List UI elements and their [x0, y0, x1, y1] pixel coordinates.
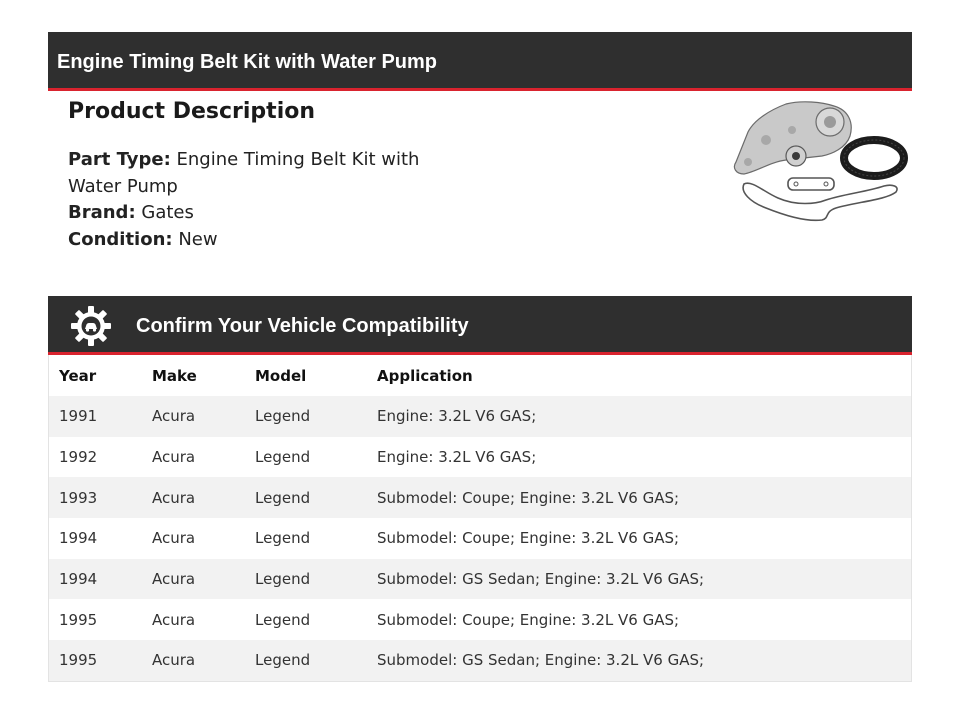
table-row: [49, 599, 911, 640]
cell-model: Legend: [255, 488, 311, 507]
spec-condition: [68, 227, 428, 254]
compatibility-banner: [48, 296, 912, 355]
condition-label: Condition:: [68, 228, 173, 250]
cell-model: Legend: [255, 407, 311, 426]
cell-year: 1991: [59, 407, 98, 426]
cell-year: 1994: [59, 570, 98, 589]
compatibility-title: Confirm Your Vehicle Compatibility: [136, 315, 469, 337]
cell-application: Submodel: Coupe; Engine: 3.2L V6 GAS;: [377, 610, 680, 629]
table-header-row: [49, 355, 911, 396]
cell-model: Legend: [255, 651, 311, 670]
table-row: [49, 640, 911, 681]
cell-application: Engine: 3.2L V6 GAS;: [377, 448, 537, 467]
part-type-value: Engine Timing Belt Kit with Water Pump: [68, 149, 420, 197]
spec-brand: [68, 200, 428, 227]
table-row: [49, 396, 911, 437]
cell-model: Legend: [255, 448, 311, 467]
table-row: [49, 559, 911, 600]
cell-application: Engine: 3.2L V6 GAS;: [377, 407, 537, 426]
description-heading: Product Description: [68, 99, 316, 124]
cell-make: Acura: [152, 570, 196, 589]
product-title: Engine Timing Belt Kit with Water Pump: [57, 51, 438, 73]
cell-make: Acura: [152, 610, 196, 629]
column-model: Model: [255, 366, 307, 385]
gear-car-icon: [70, 305, 112, 347]
cell-make: Acura: [152, 651, 196, 670]
column-make: Make: [152, 366, 197, 385]
compatibility-table: [48, 355, 912, 682]
brand-value: Gates: [141, 202, 194, 223]
product-description: [68, 96, 428, 253]
product-image: [726, 96, 908, 228]
cell-year: 1994: [59, 529, 98, 548]
cell-year: 1993: [59, 488, 98, 507]
table-row: [49, 518, 911, 559]
cell-make: Acura: [152, 448, 196, 467]
condition-value: New: [178, 228, 218, 250]
cell-application: Submodel: Coupe; Engine: 3.2L V6 GAS;: [377, 529, 680, 548]
table-row: [49, 437, 911, 478]
part-type-label: Part Type:: [68, 149, 171, 170]
column-year: Year: [59, 366, 97, 385]
cell-model: Legend: [255, 529, 311, 548]
cell-make: Acura: [152, 529, 196, 548]
cell-make: Acura: [152, 407, 196, 426]
cell-model: Legend: [255, 610, 311, 629]
brand-label: Brand:: [68, 202, 136, 223]
spec-part-type: [68, 147, 428, 200]
cell-application: Submodel: GS Sedan; Engine: 3.2L V6 GAS;: [377, 570, 705, 589]
cell-model: Legend: [255, 570, 311, 589]
table-row: [49, 477, 911, 518]
cell-year: 1995: [59, 610, 98, 629]
cell-year: 1995: [59, 651, 98, 670]
cell-application: Submodel: GS Sedan; Engine: 3.2L V6 GAS;: [377, 651, 705, 670]
cell-year: 1992: [59, 448, 98, 467]
cell-application: Submodel: Coupe; Engine: 3.2L V6 GAS;: [377, 488, 680, 507]
cell-make: Acura: [152, 488, 196, 507]
product-title-banner: [48, 32, 912, 91]
spec-list: [68, 147, 428, 253]
column-application: Application: [377, 366, 473, 385]
